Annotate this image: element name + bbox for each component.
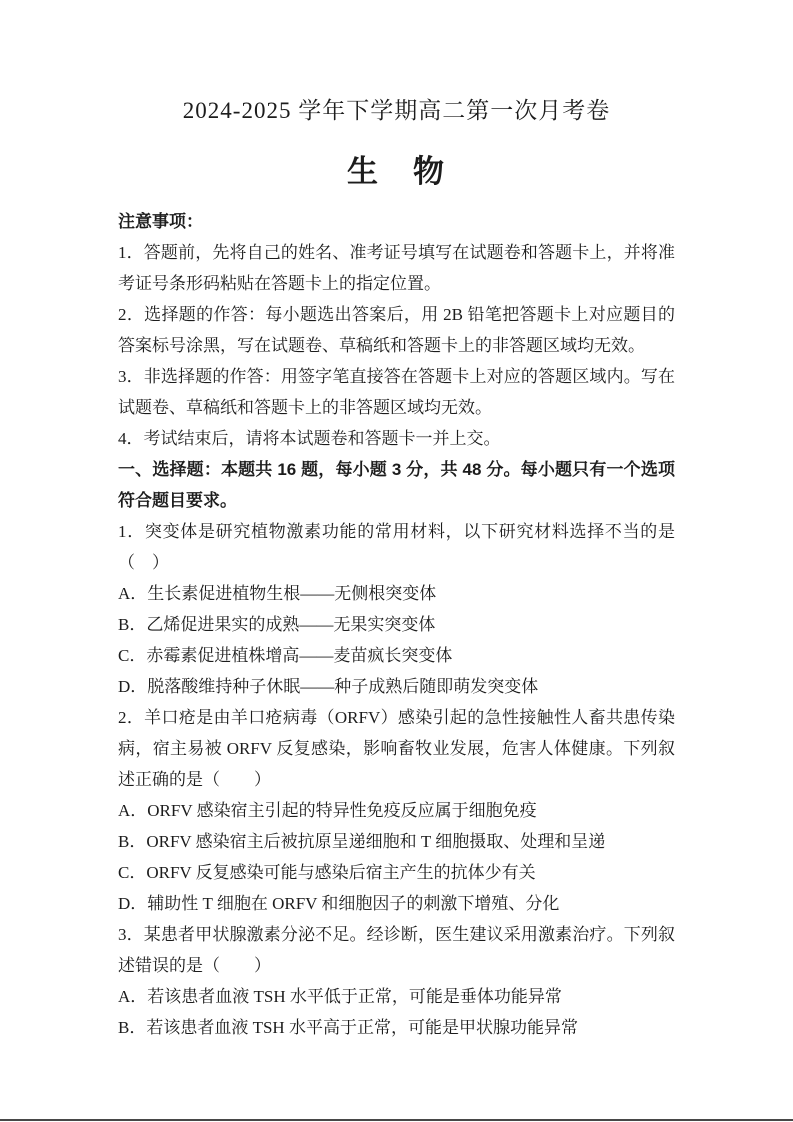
question-2-option-b: B．ORFV 感染宿主后被抗原呈递细胞和 T 细胞摄取、处理和呈递 — [118, 832, 606, 851]
question-1-option-c: C．赤霉素促进植株增高——麦苗疯长突变体 — [118, 646, 453, 665]
notice-item-1: 1．答题前，先将自己的姓名、准考证号填写在试题卷和答题卡上，并将准考证号条形码粘贴在答题卡上的指定位置。 — [118, 243, 675, 293]
question-1-option-b: B．乙烯促进果实的成熟——无果实突变体 — [118, 615, 436, 634]
question-3-stem: 3．某患者甲状腺激素分泌不足。经诊断，医生建议采用激素治疗。下列叙述错误的是（ ） — [118, 925, 675, 975]
question-1-option-a: A．生长素促进植物生根——无侧根突变体 — [118, 584, 437, 603]
notice-item-3: 3．非选择题的作答：用签字笔直接答在答题卡上对应的答题区域内。写在试题卷、草稿纸和答题卡上的非答题区域均无效。 — [118, 367, 675, 417]
exam-title: 2024-2025 学年下学期高二第一次月考卷 — [182, 98, 611, 123]
subject-title: 生 物 — [347, 154, 446, 189]
notice-heading: 注意事项： — [118, 212, 203, 231]
notice-item-4: 4．考试结束后，请将本试题卷和答题卡一并上交。 — [118, 429, 501, 448]
question-2-option-d: D．辅助性 T 细胞在 ORFV 和细胞因子的刺激下增殖、分化 — [118, 894, 560, 913]
question-2-stem: 2．羊口疮是由羊口疮病毒（ORFV）感染引起的急性接触性人畜共患传染病，宿主易被 ORFV 反复感染，影响畜牧业发展，危害人体健康。下列叙述正确的是（ ） — [118, 708, 675, 789]
question-3-option-a: A．若该患者血液 TSH 水平低于正常，可能是垂体功能异常 — [118, 987, 562, 1006]
question-2-option-c: C．ORFV 反复感染可能与感染后宿主产生的抗体少有关 — [118, 863, 536, 882]
notice-item-2: 2．选择题的作答：每小题选出答案后，用 2B 铅笔把答题卡上对应题目的答案标号涂黑，写在试题卷、草稿纸和答题卡上的非答题区域均无效。 — [118, 305, 675, 355]
question-1-option-d: D．脱落酸维持种子休眠——种子成熟后随即萌发突变体 — [118, 677, 539, 696]
question-3-option-b: B．若该患者血液 TSH 水平高于正常，可能是甲状腺功能异常 — [118, 1018, 578, 1037]
question-2-option-a: A．ORFV 感染宿主引起的特异性免疫反应属于细胞免疫 — [118, 801, 537, 820]
page-content — [118, 96, 675, 1043]
section-heading-multiple-choice: 一、选择题：本题共 16 题，每小题 3 分，共 48 分。每小题只有一个选项符合题目要求。 — [118, 460, 675, 510]
page-bottom-edge-line — [0, 1119, 793, 1121]
question-1-stem: 1．突变体是研究植物激素功能的常用材料，以下研究材料选择不当的是（ ） — [118, 522, 675, 572]
